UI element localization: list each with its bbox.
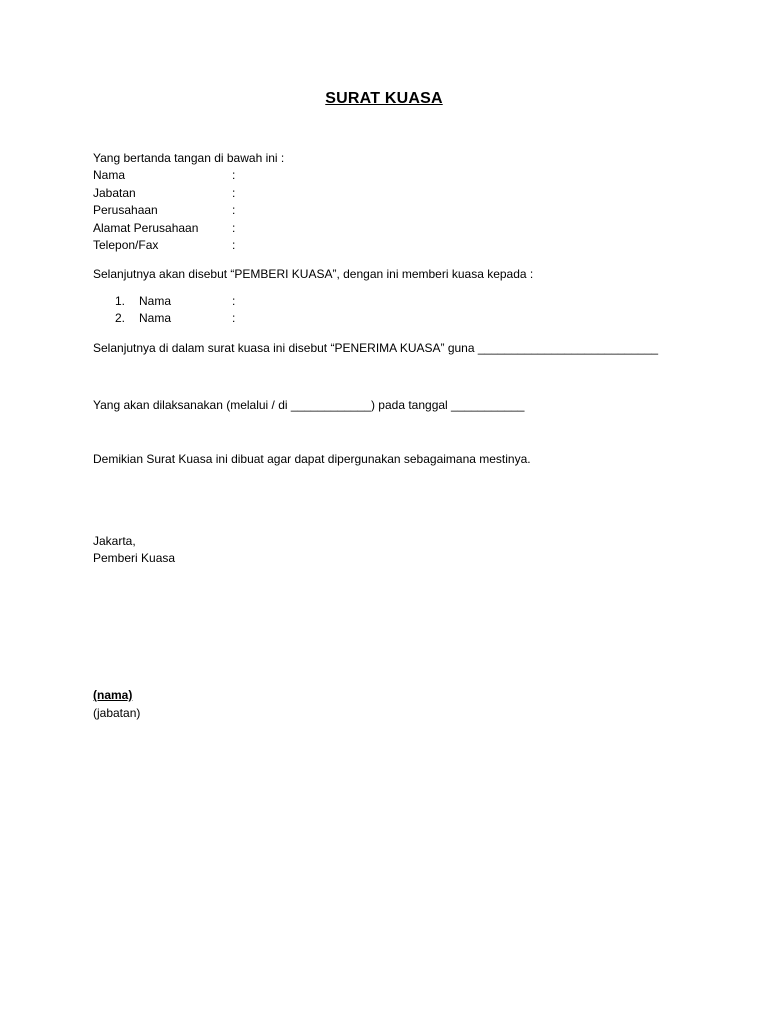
grantor-statement: Selanjutnya akan disebut “PEMBERI KUASA”, dengan ini memberi kuasa kepada : bbox=[93, 267, 534, 281]
signer-position: (jabatan) bbox=[93, 706, 141, 720]
field-colon: : bbox=[232, 186, 236, 200]
field-colon: : bbox=[232, 168, 236, 182]
execution-statement: Yang akan dilaksanakan (melalui / di ____________) pada tanggal ___________ bbox=[93, 398, 525, 412]
recipient-number: 1. bbox=[115, 294, 126, 308]
recipient-label: Nama bbox=[139, 294, 172, 308]
field-colon: : bbox=[232, 238, 236, 252]
field-colon: : bbox=[232, 221, 236, 235]
field-label: Perusahaan bbox=[93, 203, 158, 217]
signer-name: (nama) bbox=[93, 688, 133, 702]
intro-text: Yang bertanda tangan di bawah ini : bbox=[93, 151, 285, 165]
recipient-number: 2. bbox=[115, 311, 126, 325]
signing-place: Jakarta, bbox=[93, 534, 136, 548]
field-label: Nama bbox=[93, 168, 126, 182]
field-label: Telepon/Fax bbox=[93, 238, 159, 252]
signer-role: Pemberi Kuasa bbox=[93, 551, 176, 565]
field-colon: : bbox=[232, 203, 236, 217]
field-label: Alamat Perusahaan bbox=[93, 221, 199, 235]
recipient-label: Nama bbox=[139, 311, 172, 325]
field-label: Jabatan bbox=[93, 186, 136, 200]
closing-statement: Demikian Surat Kuasa ini dibuat agar dapat dipergunakan sebagaimana mestinya. bbox=[93, 452, 531, 466]
document-title: SURAT KUASA bbox=[325, 90, 443, 107]
recipient-colon: : bbox=[232, 311, 236, 325]
recipient-colon: : bbox=[232, 294, 236, 308]
recipient-statement: Selanjutnya di dalam surat kuasa ini disebut “PENERIMA KUASA” guna ___________________________ bbox=[93, 341, 659, 355]
